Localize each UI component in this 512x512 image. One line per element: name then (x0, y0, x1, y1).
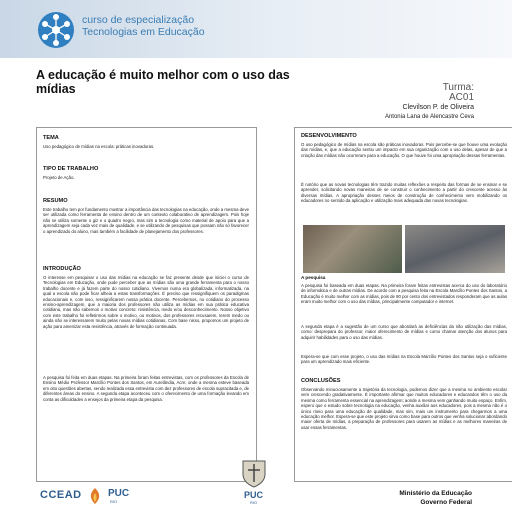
dev-heading: DESENVOLVIMENTO (301, 133, 357, 139)
resumo-text: Este trabalho tem por fundamento mostrar a importância das tecnologias na educação, onde a mesma deve ser utilizada como ferramenta de ensino dentro de um contexto colaborativo de aprendizagem. Pois hoje não se utiliza somente o giz e o quadro negro, mas sim a tecnologia como material de apoio para que a aprendizagem seja cada vez mais de qualidade, e se utilizando de pesquisas que possam não só favorecer o aprendizado do aluno, mas também a facilidade de planejamento dos professores. (43, 207, 249, 234)
turma-label: Turma: (442, 82, 474, 93)
pesquisa-text-3: Espera-se que com esse projeto, o uso das mídias na Escola Marcílio Pontes dos Santos seja o suficiente para um aprendizado mais eficiente. (301, 354, 507, 365)
intro-text-2: A pesquisa foi feita em duas etapas. Na primeira foram feitas entrevistas, com os professores da Escola de Ensino Médio Professor Marcílio Pontes dos Santos, em Aurelândia, Acre, onde a mesma esteve baseada em oito questões abertas, sendo realizada essa entrevista com dez professores de escola supracitada e, de diferentes áreas do ensino. A segunda etapa aconteceu com o oferecimento de uma formação levando em conta as dificuldades a ensejos da primeira etapa da pesquisa. (43, 375, 249, 402)
institution-name: Antonia Lana de Alencastre Ceva (384, 114, 474, 120)
puc-logo-left: PUC (108, 488, 130, 499)
puc-logo-center: PUC (244, 490, 264, 500)
concl-text: Observando minuciosamente a trajetória da tecnologia, podemos dizer que a mesma no ambiente escolar vem crescendo gradativamente. É importante afirmar que muitos educadores e educandos têm o uso da mesma como ferramenta essencial na aprendizagem; aonde a mesma vem ganhando muito espaço. Enfim, espero que o estudo sobre tecnologia na educação, venha auxiliar aos educadores, pois a mesma não é o único meio para uma educação de qualidade, mas sim, mais um instrumento para chegarmos a uma educação melhor. Espera-se que este projeto sirva como base para outros que venha solucionar abordando maior oferta de mídias, a preparação de professores para usarem as mídias e as melhores maneiras de usar essas ferramentas. (301, 387, 507, 430)
resumo-heading: RESUMO (43, 198, 68, 204)
dev-text-2: É notório que as novas tecnologias têm trazido muitas reflexões a respeito das formas de se ensinar e se aprender, solicitando novas maneiras de se construir o conhecimento a partir do crescente acesso às diversas mídias. A apropriação desses meios de construção de conhecimento vem mobilizando os educadores no sentido da aplicação e utilização mais adequada das novas tecnologias. (301, 182, 507, 204)
pesquisa-text-2: A segunda etapa é a sugestão de um curso que abordará as deficiências da não utilização das mídias, como: desprepara do professor, maior oferecimento de mídias e como chamar atenção dos alunos para adquirir habilidades para o uso das mídias. (301, 324, 507, 340)
dev-text: O uso pedagógico de mídias na escola são práticas inovadoras. Pois percebe-se que houve uma evolução das mídias, e, que a educação sentiu um impacto em sua organização com o uso delas, apesar de que a criação das mídias não ocorreram para a educação. O que houve foi uma apropriação dessas ferramentas. (301, 142, 507, 158)
course-line-2: Tecnologias em Educação (82, 26, 205, 38)
tema-text: Uso pedagógico de mídias na escola: práticas inovadoras. (43, 144, 155, 149)
puc-crest-icon (240, 458, 268, 488)
network-logo-icon (36, 10, 76, 50)
photo-caption: A pesquisa (301, 275, 326, 280)
pesquisa-text: A pesquisa foi baseada em duas etapas. Na primeira foram feitas entrevistas acerca do uso do laboratório de informática e de outras mídias. De acordo com a pesquisa feita na Escola Marcílio Pontes dos Santos, a Educação é muito melhor com as mídias, pois de 80 por cento dos entrevistados responderam que as aulas eram muito melhor com o uso das mídias, principalmente computador e internet. (301, 283, 507, 305)
puc-rio-label-left: RIO (110, 499, 118, 504)
tipo-text: Projeto de Ação. (43, 175, 75, 180)
classroom-photo-1 (303, 225, 402, 273)
ccead-flame-icon (86, 487, 104, 505)
puc-rio-label-center: RIO (250, 500, 258, 505)
classroom-photo-2 (405, 225, 505, 273)
left-column (36, 127, 257, 482)
author-name: Clevilson P. de Oliveira (402, 104, 474, 111)
course-line-1: curso de especialização (82, 14, 195, 26)
intro-text: O interesse em pesquisar o uso das mídias na educação se faz presente desde que iniciei o curso de Tecnologias em Educação, onde pude perceber que as mídias são uma grande ferramenta para o nosso trabalho docente e já fazem parte do nosso cotidiano. Vivemos numa era globalizada, informatizada, na qual a escola não pode ficar alheia a estas transformações. É preciso que ressignifiquem os paradigmas educacionais e, com isso, ressignificarem nossa prática docente. Percebemos, no cotidiano do processo ensino-aprendizagem, que a maioria dos professores não utiliza as mídias em sua prática educativa cotidiana, mas não sabemos o motivo concreto: resistência, medo e/ou desconhecimento. Nosso objetivo com este trabalho foi refletirmos sobre o motivo, ou motivos, dos professores recusarem, terem medo ou ainda não se interessarem muito pelas novas mídias cotidianas. Com base nisso, propomos um projeto de ação para amenizar esta resistência, através de formação continuada. (43, 275, 249, 329)
turma-code: AC01 (448, 92, 474, 103)
intro-heading: INTRODUÇÃO (43, 266, 81, 272)
tema-heading: TEMA (43, 135, 59, 141)
ministry-line-1: Ministério da Educação (399, 490, 472, 497)
ministry-line-2: Governo Federal (420, 499, 472, 506)
tipo-heading: TIPO DE TRABALHO (43, 166, 99, 172)
right-column (294, 127, 512, 482)
concl-heading: CONCLUSÕES (301, 378, 341, 384)
ccead-logo: CCEAD (40, 489, 82, 501)
poster-title: A educação é muito melhor com o uso das mídias (36, 68, 290, 96)
header-banner (0, 0, 512, 58)
